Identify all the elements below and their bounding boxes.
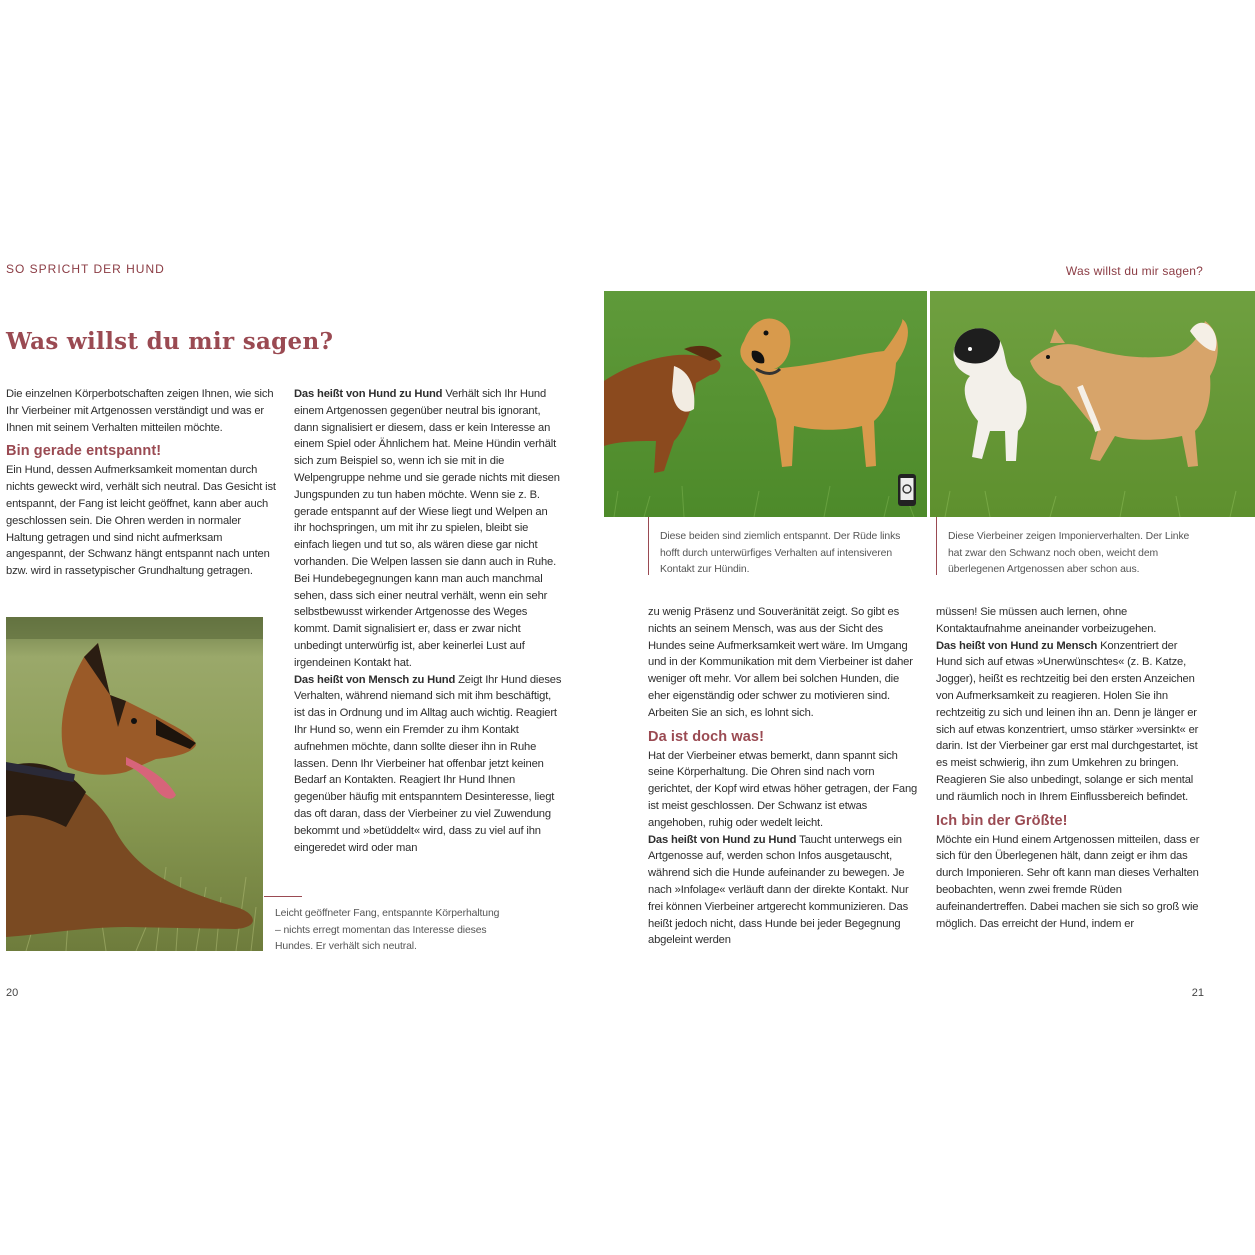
paragraph: müssen! Sie müssen auch lernen, ohne Kontaktaufnahme aneinander vorbeizugehen. [936, 606, 1157, 635]
photo-caption-right-1: Diese beiden sind ziemlich entspannt. Der Rüde links hofft durch unterwürfiges Verhalten auf intensiveren Kontakt zur Hündin. [660, 531, 901, 575]
paragraph: Hat der Vierbeiner etwas bemerkt, dann spannt sich seine Körperhaltung. Die Ohren sind nach vorn gerichtet, der Kopf wird etwas höher getragen, der Fang ist meist geschlossen. Der Schwanz ist etwas angehoben, ruhig oder wedelt leicht. [648, 749, 918, 829]
photo-caption-right-2: Diese Vierbeiner zeigen Imponierverhalten. Der Linke hat zwar den Schwanz noch oben, weicht dem überlegenen Artgenossen aber schon aus. [948, 531, 1190, 575]
column-3 [648, 604, 918, 949]
paragraph-body: Taucht unterwegs ein Artgenosse auf, werden schon Infos ausgetauscht, während sich die Hunde aufeinander zu bewegen. Je nach »Infolage« verläuft dann der direkte Kontakt. Nur frei können Vierbeiner artgerecht kommunizieren. Das heißt jedoch nicht, dass Hunde bei jeder Begegnung abgeleint werden [648, 833, 909, 947]
running-head-right: Was willst du mir sagen? [1065, 264, 1203, 278]
caption-rule [264, 896, 302, 897]
running-head-left: SO SPRICHT DER HUND [6, 262, 165, 276]
paragraph [294, 672, 562, 857]
lead-in: Das heißt von Hund zu Hund [294, 388, 443, 400]
imposing-dogs-illustration [930, 291, 1255, 517]
paragraph-body: Zeigt Ihr Hund dieses Verhalten, während niemand sich mit ihm beschäftigt, ist das in Ordnung und im Alltag auch wichtig. Reagiert Ihr Hund so, wenn ein Fremder zu ihm Kontakt aufnehmen möchte, dann sollte dieser ihn in Ruhe lassen. Denn Ihr Vierbeiner hat offenbar jetzt keinen Bedarf an Kontakten. Reagiert Ihr Hund Ihnen gegenüber häufig mit entspanntem Desinteresse, liegt das oft daran, dass der Vierbeiner zu viel Zuwendung bekommt und »betüddelt« wird, dass zu viel auf ihn eingeredet wird oder man [294, 673, 562, 854]
two-dogs-illustration [604, 291, 927, 517]
subheading-ich-bin-der-groesste: Ich bin der Größte! [936, 812, 1068, 829]
paragraph [648, 832, 918, 950]
lead-in: Das heißt von Hund zu Mensch [936, 639, 1098, 652]
caption-rule [936, 517, 937, 575]
lead-in: Das heißt von Mensch zu Hund [294, 673, 456, 686]
photo-caption-left: Leicht geöffneter Fang, entspannte Körperhaltung – nichts erregt momentan das Interesse dieses Hundes. Er verhält sich neutral. [275, 908, 500, 952]
subheading-da-ist-doch-was: Da ist doch was! [648, 728, 765, 745]
paragraph [936, 638, 1202, 806]
column-4 [936, 604, 1202, 932]
photo-two-dogs-relaxed [604, 291, 927, 517]
page-number-left: 20 [6, 987, 19, 999]
paragraph: Möchte ein Hund einem Artgenossen mitteilen, dass er sich für den Überlegenen hält, dann zeigt er ihm das durch Imponieren. Sehr oft kann man dieses Verhalten beobachten, wenn zwei fremde Rüden aufeinandertreffen. Dabei machen sie sich so groß wie möglich. Das erreicht der Hund, indem er [936, 833, 1200, 930]
paragraph: zu wenig Präsenz und Souveränität zeigt. So gibt es nichts an seinem Mensch, was aus der Sicht des Hundes seine Aufmerksamkeit wert wäre. Im Umgang und in der Kommunikation mit dem Vierbeiner ist daher weniger oft mehr. Vor allem bei solchen Hunden, die eher eigenständig oder schwer zu motivieren sind. Arbeiten Sie an sich, es lohnt sich. [648, 606, 913, 719]
photo-german-shepherd [6, 617, 263, 951]
page-number-right: 21 [1191, 987, 1204, 999]
german-shepherd-illustration [6, 617, 263, 951]
paragraph-body: Verhält sich Ihr Hund einem Artgenossen gegenüber neutral bis ignorant, dann signalisiert er diesem, dass er kein Interesse an einem Spiel oder Ähnlichem hat. Meine Hündin verhält sich zum Beispiel so, wenn ich sie mit in die Welpengruppe nehme und sie gerade nichts mit diesen Jungspunden zu tun haben möchte. Wenn sie z. B. gerade entspannt auf der Wiese liegt und Welpen an ihr hochspringen, um mit ihr zu spielen, bleibt sie einfach liegen und tut so, als wären diese gar nicht vorhanden. Die Welpen lassen sie dann auch in Ruhe. Bei Hundebegegnungen kann man auch manchmal sehen, dass sich einer neutral verhält, wenn ein sehr selbstbewusst wirkender Artgenosse des Weges kommt. Damit signalisiert er, dass er zwar nicht unbedingt unterwürfig ist, aber keinerlei Lust auf irgendeinen Kontakt hat. [294, 388, 560, 669]
paragraph-body: Konzentriert der Hund sich auf etwas »Unerwünschtes« (z. B. Katze, Jogger), heißt es rechtzeitig bei den ersten Anzeichen von Aufmerksamkeit zu reagieren. Holen Sie ihn rechtzeitig zu sich und leinen ihn an. Denn je länger er sich auf etwas konzentriert, umso stärker »versinkt« er darin. Ist der Vierbeiner gar erst mal durchgestartet, ist es meist schwierig, ihn zum Umkehren zu bringen. Reagieren Sie also unbedingt, solange er sich mental und räumlich noch in Ihrem Einflussbereich befindet. [936, 639, 1199, 803]
paragraph: Ein Hund, dessen Aufmerksamkeit momentan durch nichts geweckt wird, verhält sich neutral. Das Gesicht ist entspannt, der Fang ist leicht geöffnet, kann aber auch geschlossen sein. Die Ohren werden in normaler Haltung getragen und sind nicht aufmerksam angespannt, der Schwanz hängt entspannt nach unten bzw. wird in rassetypischer Grundhaltung getragen. [6, 464, 276, 578]
caption-rule [648, 517, 649, 575]
page-title: Was willst du mir sagen? [6, 328, 334, 355]
column-2 [294, 386, 562, 856]
intro-paragraph: Die einzelnen Körperbotschaften zeigen Ihnen, wie sich Ihr Vierbeiner mit Artgenossen verständigt und was er Ihnen mit seinem Verhalten mitteilen möchte. [6, 388, 274, 434]
lead-in: Das heißt von Hund zu Hund [648, 833, 797, 846]
photo-imposing-dogs [930, 291, 1255, 517]
paragraph [294, 386, 562, 672]
column-1 [6, 386, 276, 580]
subheading-bin-gerade-entspannt: Bin gerade entspannt! [6, 443, 162, 460]
